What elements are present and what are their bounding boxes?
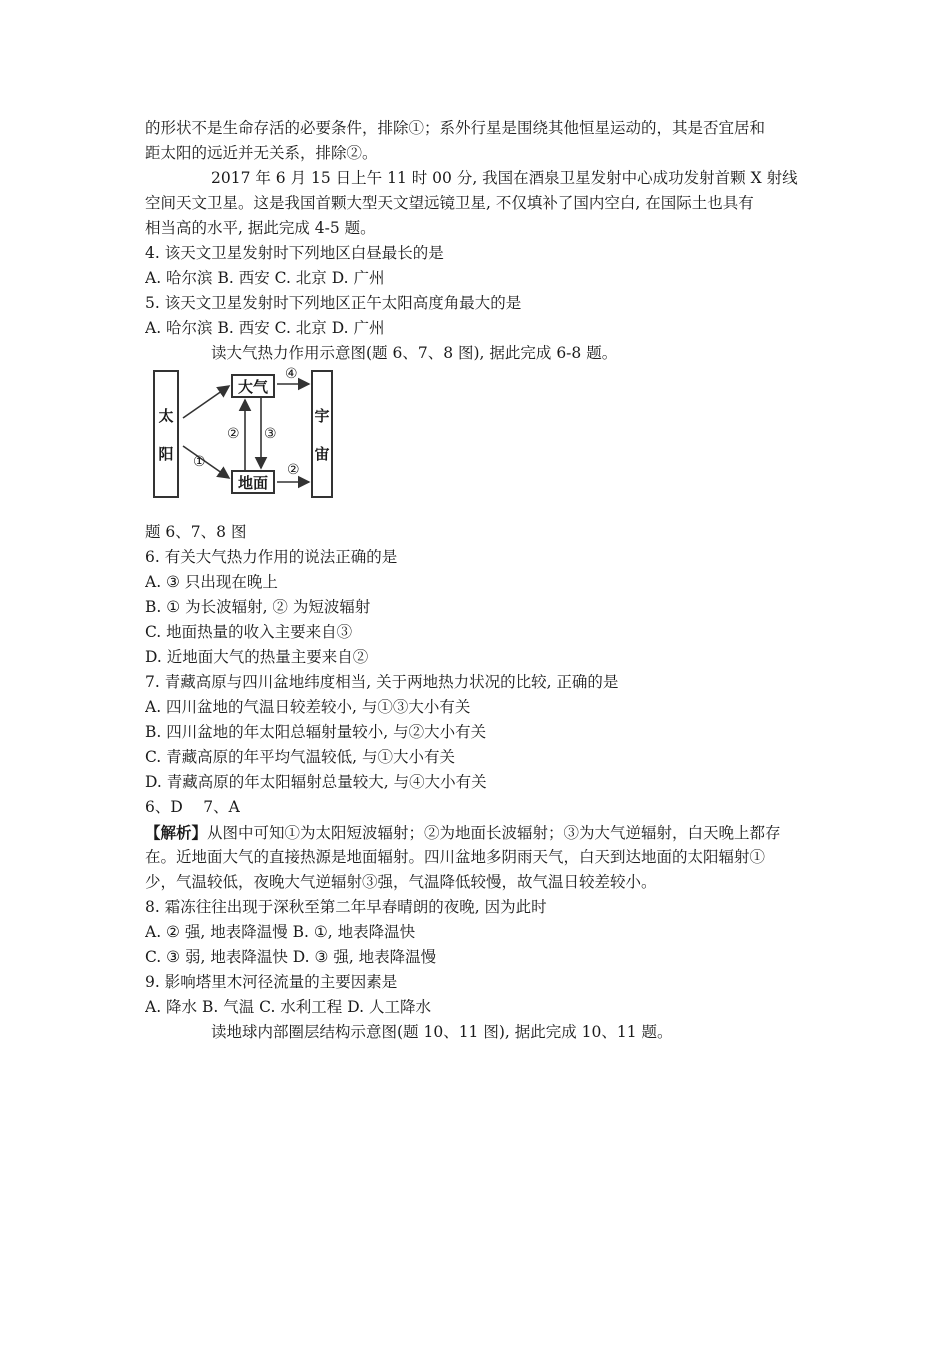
paragraph-start: 2017 年 6 月 15 日上午 11 时 00 分, 我国在酒泉卫星发射中心成功发射首颗 X 射线 (211, 169, 798, 187)
option: A. ③ 只出现在晚上 (145, 573, 278, 591)
arrow-sun-to-atmosphere (183, 386, 229, 418)
analysis-tag: 【解析】 (145, 823, 208, 842)
arrow-sun-to-ground (183, 446, 229, 478)
option: B. 四川盆地的年太阳总辐射量较小, 与②大小有关 (145, 723, 487, 741)
option: B. ① 为长波辐射, ② 为短波辐射 (145, 598, 371, 616)
question-7: 7. 青藏高原与四川盆地纬度相当, 关于两地热力状况的比较, 正确的是 (145, 673, 619, 691)
analysis-line: 在。近地面大气的直接热源是地面辐射。四川盆地多阴雨天气，白天到达地面的太阳辐射① (145, 848, 766, 866)
question-4-options: A. 哈尔滨 B. 西安 C. 北京 D. 广州 (145, 269, 385, 287)
option: A. 四川盆地的气温日较差较小, 与①③大小有关 (145, 698, 471, 716)
question-9: 9. 影响塔里木河径流量的主要因素是 (145, 973, 398, 991)
option: A. 降水 B. 气温 C. 水利工程 D. 人工降水 (145, 998, 431, 1016)
question-5-options: A. 哈尔滨 B. 西安 C. 北京 D. 广州 (145, 319, 385, 337)
ground-label: 地面 (237, 473, 268, 492)
space-box (311, 370, 333, 498)
label-2-left: ② (227, 426, 240, 442)
analysis-text: 从图中可知①为太阳短波辐射；②为地面长波辐射；③为大气逆辐射，白天晚上都存 (207, 824, 781, 842)
analysis-line: 少，气温较低，夜晚大气逆辐射③强，气温降低较慢，故气温日较差较小。 (145, 873, 657, 891)
label-1: ① (193, 454, 206, 470)
text-line: 空间天文卫星。这是我国首颗大型天文望远镜卫星, 不仅填补了国内空白, 在国际土也具有 (145, 194, 754, 212)
question-4: 4. 该天文卫星发射时下列地区白昼最长的是 (145, 244, 444, 262)
option: C. 地面热量的收入主要来自③ (145, 623, 353, 641)
sun-box (153, 370, 179, 498)
space-char: 宇 (314, 406, 330, 425)
ground-box (231, 470, 275, 494)
question-5: 5. 该天文卫星发射时下列地区正午太阳高度角最大的是 (145, 294, 522, 312)
option: C. 青藏高原的年平均气温较低, 与①大小有关 (145, 748, 456, 766)
label-3: ③ (264, 426, 277, 442)
answer-line: 6、D 7、A (145, 798, 240, 816)
label-4: ④ (285, 366, 298, 382)
text-line: 距太阳的远近并无关系，排除②。 (145, 144, 378, 162)
sun-char: 阳 (158, 444, 174, 463)
figure-caption: 题 6、7、8 图 (145, 523, 247, 541)
intro-6-8: 读大气热力作用示意图(题 6、7、8 图), 据此完成 6-8 题。 (211, 344, 618, 362)
atmosphere-box (231, 374, 275, 398)
question-6: 6. 有关大气热力作用的说法正确的是 (145, 548, 398, 566)
atmosphere-heat-diagram (153, 366, 333, 510)
sun-char: 太 (158, 406, 174, 425)
analysis-line (145, 820, 813, 845)
option: D. 青藏高原的年太阳辐射总量较大, 与④大小有关 (145, 773, 487, 791)
option: D. 近地面大气的热量主要来自② (145, 648, 369, 666)
document-page (145, 116, 813, 1045)
text-line: 相当高的水平, 据此完成 4-5 题。 (145, 219, 376, 237)
label-2-right: ② (287, 462, 300, 478)
option: C. ③ 弱, 地表降温快 D. ③ 强, 地表降温慢 (145, 948, 437, 966)
question-8: 8. 霜冻往往出现于深秋至第二年早春晴朗的夜晚, 因为此时 (145, 898, 547, 916)
intro-10-11: 读地球内部圈层结构示意图(题 10、11 图), 据此完成 10、11 题。 (211, 1023, 673, 1041)
space-char: 宙 (314, 444, 330, 463)
option: A. ② 强, 地表降温慢 B. ①, 地表降温快 (145, 923, 416, 941)
text-line: 的形状不是生命存活的必要条件，排除①；系外行星是围绕其他恒星运动的，其是否宜居和 (145, 119, 766, 137)
atmosphere-label: 大气 (237, 377, 268, 396)
